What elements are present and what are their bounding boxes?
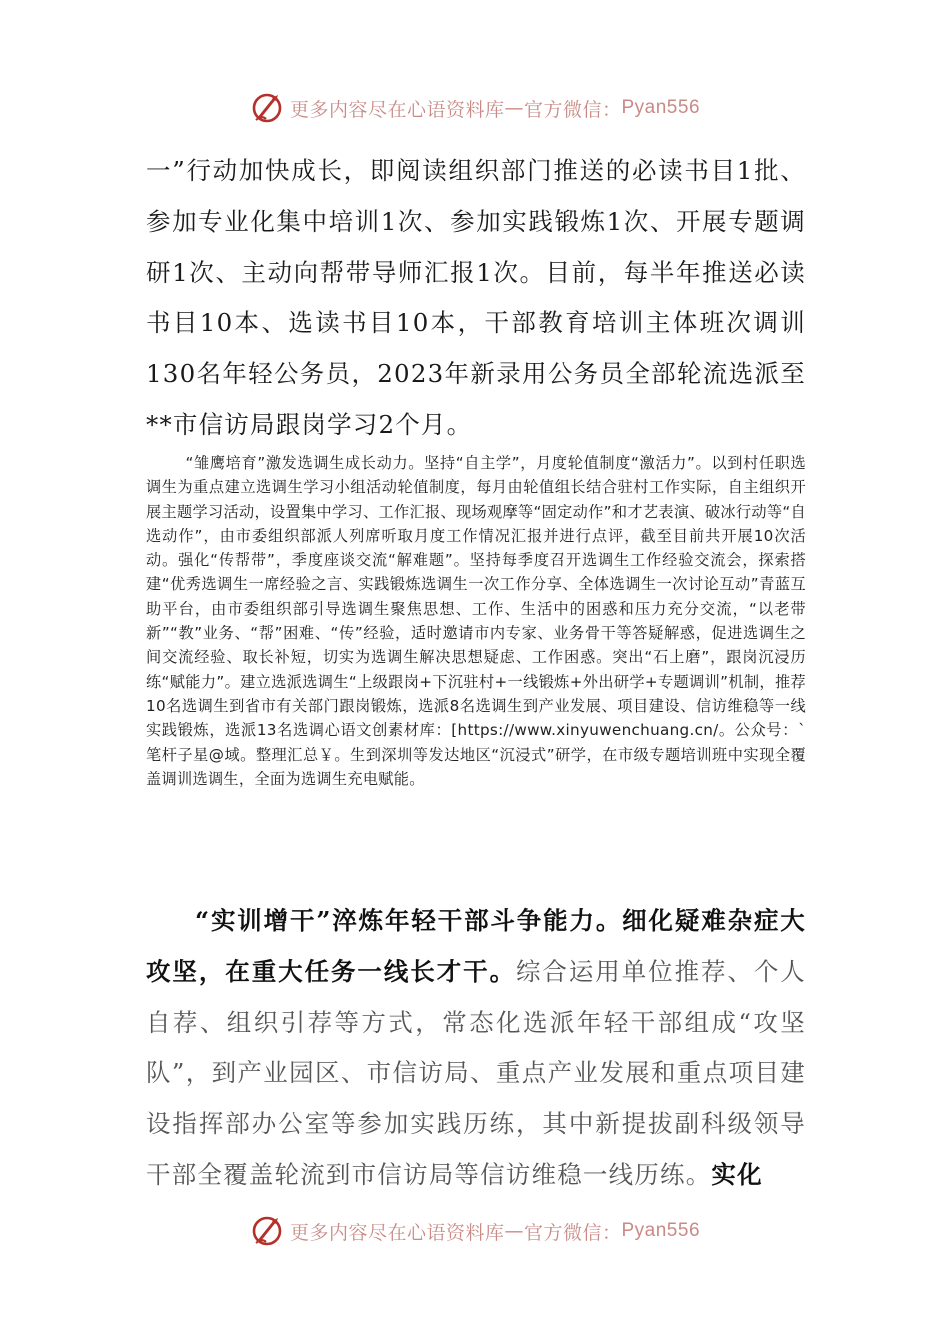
paragraph-heading-bold: “实训增干”淬炼年轻干部斗争能力。细化疑难杂症大攻坚，在重大任务一线长才干。 xyxy=(146,906,806,986)
watermark-wechat-id: Pyan556 xyxy=(621,1220,701,1241)
paragraph-next-heading-start: 实化 xyxy=(711,1159,763,1189)
watermark-separator: — xyxy=(504,97,524,119)
watermark-wechat-id: Pyan556 xyxy=(621,97,701,118)
paragraph-practical-training xyxy=(146,896,806,1201)
watermark-brand-text: 更多内容尽在心语资料库 xyxy=(289,98,505,121)
watermark-label: 官方微信： xyxy=(523,98,622,121)
pen-logo-icon xyxy=(250,1214,284,1248)
watermark-footer xyxy=(0,1211,950,1251)
watermark-separator: — xyxy=(504,1220,524,1242)
watermark-header xyxy=(0,88,950,128)
pen-logo-icon xyxy=(250,91,284,125)
watermark-label: 官方微信： xyxy=(523,1221,622,1244)
paragraph-training-actions: 一”行动加快成长，即阅读组织部门推送的必读书目1批、参加专业化集中培训1次、参加实践锻炼1次、开展专题调研1次、主动向帮带导师汇报1次。目前，每半年推送必读书目10本、选读书目10本，干部教育培训主体班次调训130名年轻公务员，2023年新录用公务员全部轮流选派至**市信访局跟岗学习2个月。 xyxy=(146,156,806,439)
paragraph-body-text: 综合运用单位推荐、个人自荐、组织引荐等方式，常态化选派年轻干部组成“攻坚队”，到产业园区、市信访局、重点产业发展和重点项目建设指挥部办公室等参加实践历练，其中新提拔副科级领导干部全覆盖轮流到市信访局等信访维稳一线历练。 xyxy=(146,956,806,1189)
paragraph-eagle-cultivation: “雏鹰培育”激发选调生成长动力。坚持“自主学”，月度轮值制度“激活力”。以到村任职选调生为重点建立选调生学习小组活动轮值制度，每月由轮值组长结合驻村工作实际，自主组织开展主题学习活动，设置集中学习、工作汇报、现场观摩等“固定动作”和才艺表演、破冰行动等“自选动作”，由市委组织部派人列席听取月度工作情况汇报并进行点评，截至目前共开展10次活动。强化“传帮带”，季度座谈交流“解难题”。坚持每季度召开选调生工作经验交流会，探索搭建“优秀选调生一席经验之言、实践锻炼选调生一次工作分享、全体选调生一次讨论互动”青蓝互助平台，由市委组织部引导选调生聚焦思想、工作、生活中的困惑和压力充分交流，“以老带新”“教”业务、“帮”困难、“传”经验，适时邀请市内专家、业务骨干等答疑解惑，促进选调生之间交流经验、取长补短，切实为选调生解决思想疑虑、工作困惑。突出“石上磨”，跟岗沉浸历练“赋能力”。建立选派选调生“上级跟岗+下沉驻村+一线锻炼+外出研学+专题调训”机制，推荐10名选调生到省市有关部门跟岗锻炼，选派8名选调生到产业发展、项目建设、信访维稳等一线实践锻炼，选派13名选调心语文创素材库：[https://www.xinyuwenchuang.cn/。公众号：`笔杆子星@域。整理汇总￥。生到深圳等发达地区“沉浸式”研学，在市级专题培训班中实现全覆盖调训选调生，全面为选调生充电赋能。 xyxy=(146,454,806,788)
watermark-brand-text: 更多内容尽在心语资料库 xyxy=(289,1221,505,1244)
